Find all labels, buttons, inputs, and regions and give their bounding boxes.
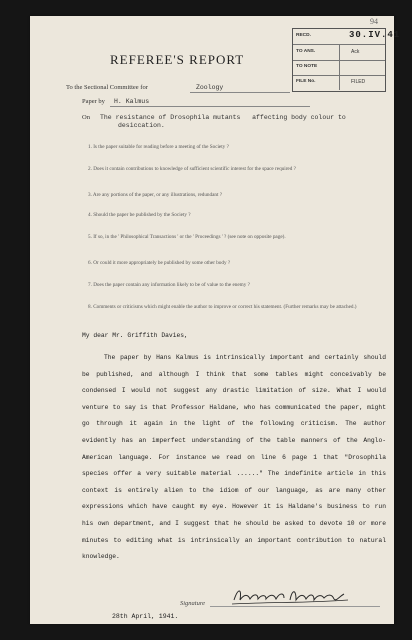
stamp-divider (339, 45, 340, 60)
paper-by-value: H. Kalmus (114, 98, 150, 105)
question-item: 6. Or could it more appropriately be published by some other body ? (88, 260, 231, 266)
on-value-line1: The resistance of Drosophila mutants affecting body colour to (100, 114, 346, 121)
stamp-recd-label: RECD. (296, 33, 311, 38)
page-number: 94 (370, 17, 378, 26)
stamp-recd-date: 30.IV.41 (349, 30, 401, 40)
question-item: 3. Are any portions of the paper, or any illustrations, redundant ? (88, 192, 223, 198)
stamp-row-to-ans (293, 45, 385, 61)
report-title: REFEREE'S REPORT (110, 52, 245, 67)
on-value-line2: desiccation. (118, 122, 165, 129)
committee-label: To the Sectional Committee for (66, 84, 148, 91)
handwritten-signature (230, 582, 350, 608)
on-label: On (82, 114, 90, 121)
stamp-file-label: FILE No. (296, 79, 316, 84)
report-date: 28th April, 1941. (112, 613, 179, 620)
stamp-to-ans-value: Ack (351, 49, 360, 55)
question-item: 1. Is the paper suitable for reading before a meeting of the Society ? (88, 144, 229, 150)
stamp-row-file (293, 75, 385, 90)
question-item: 4. Should the paper be published by the Society ? (88, 212, 191, 218)
letter-greeting: My dear Mr. Griffith Davies, (82, 332, 188, 339)
paper-by-label: Paper by (82, 98, 105, 105)
received-stamp (292, 28, 401, 92)
stamp-divider (339, 75, 340, 90)
committee-underline (190, 92, 290, 93)
signature-label: Signature (180, 600, 206, 607)
stamp-to-note-label: TO NOTE (296, 64, 318, 69)
committee-value: Zoology (196, 84, 224, 91)
report-sheet (30, 16, 401, 624)
letter-body: The paper by Hans Kalmus is intrinsically important and certainly should be published, and although I think that some tables might conceivably be condensed I would not suggest any drastic limitation of size. What I would venture to say is that Professor Haldane, who has communicated the paper, might go through it again in the light of the following criticism. The author evidently has an imperfect understanding of the table manners of the Anglo-American language. For instance we read on line 6 page 1 that "Drosophila species offer a very suitable material ......" The indefinite article in this context is entirely alien to the idiom of our language, as are many other expressions which have caught my eye. However it is Haldane's business to run his own department, and I suggest that he should be asked to devote 10 or more minutes to editing what is intrinsically an important contribution to natural knowledge. (82, 354, 386, 561)
paper-by-underline (110, 106, 310, 107)
stamp-row-to-note (293, 60, 385, 76)
stamp-divider (339, 60, 340, 75)
question-item: 5. If so, in the ' Philosophical Transactions ' or the ' Proceedings ' ? (see note on opposite page). (88, 234, 286, 240)
question-item: 8. Comments or criticisms which might enable the author to improve or correct his statement. (Further remarks may be attached.) (88, 304, 357, 310)
stamp-to-ans-label: TO ANS. (296, 49, 316, 54)
question-item: 2. Does it contain contributions to knowledge of sufficient scientific interest for the space required ? (88, 166, 296, 172)
stamp-filed-label: FILED (351, 79, 366, 85)
question-item: 7. Does the paper contain any information likely to be of value to the enemy ? (88, 282, 250, 288)
stamp-row-recd (293, 29, 401, 45)
